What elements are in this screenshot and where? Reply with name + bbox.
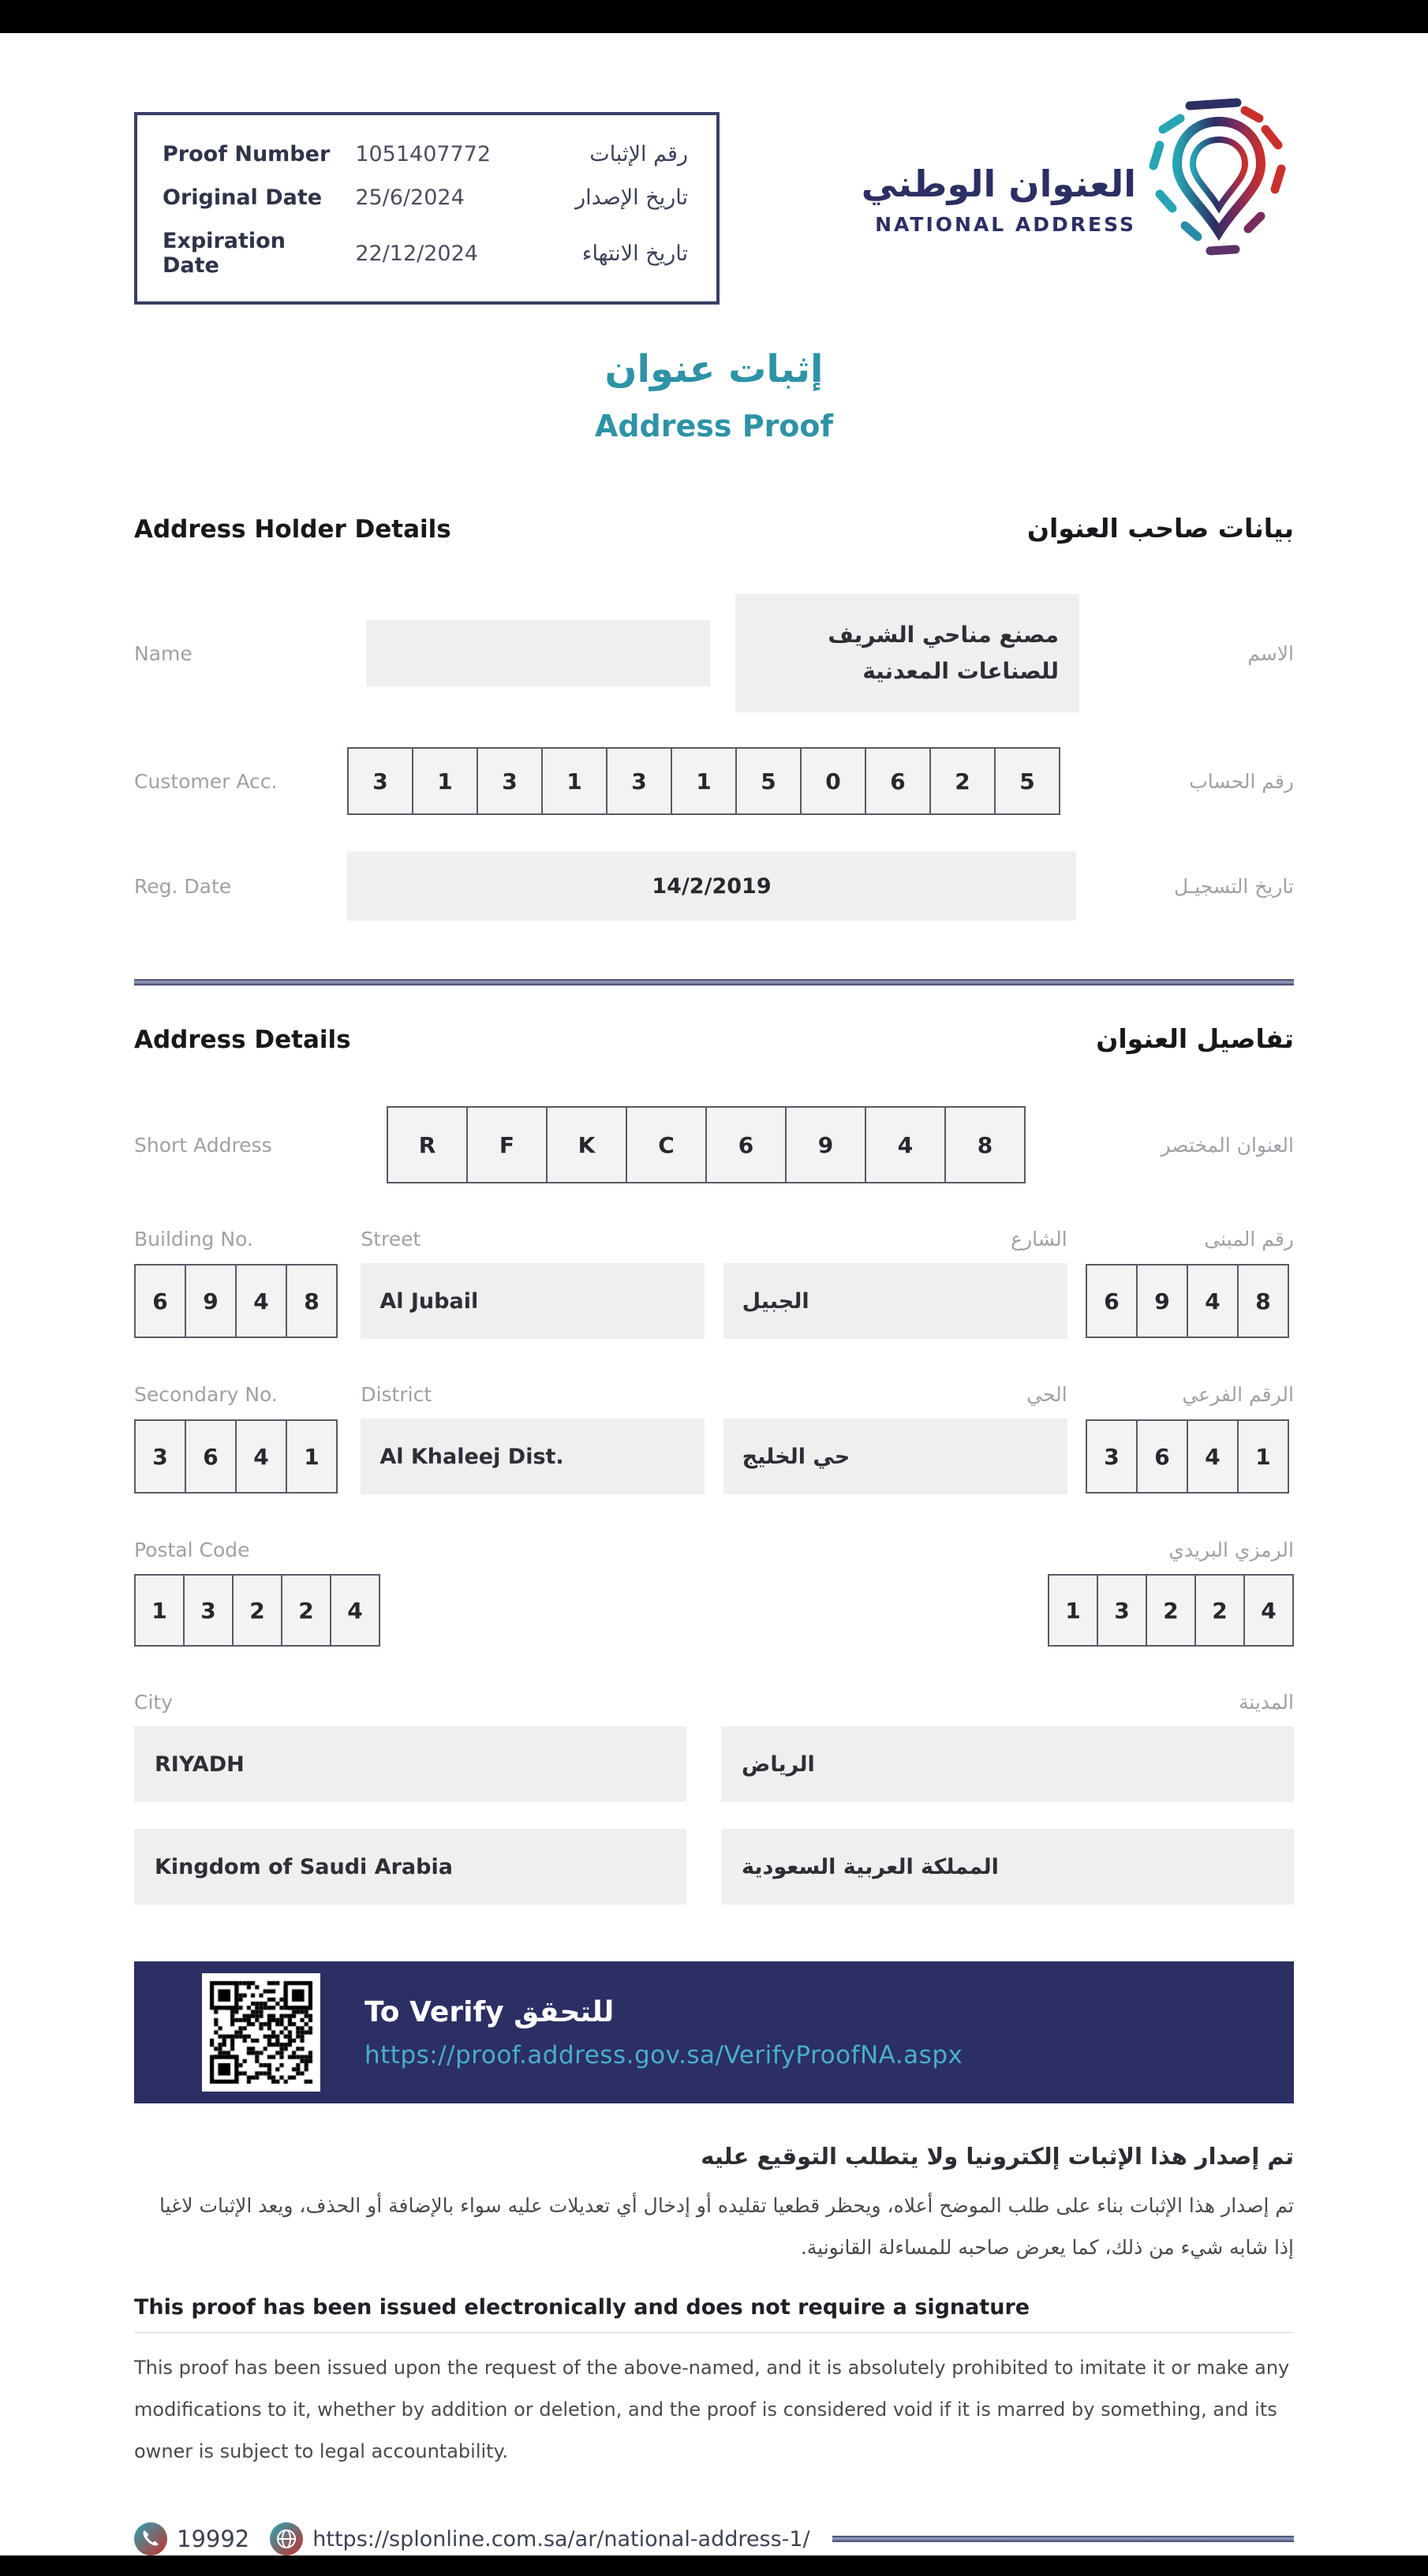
street-field-english: Al Jubail bbox=[361, 1263, 705, 1339]
short-address-label-en: Short Address bbox=[134, 1133, 272, 1157]
digit-cell: 1 bbox=[1237, 1419, 1289, 1494]
district-label-en: District bbox=[361, 1383, 432, 1406]
digit-cell: 3 bbox=[134, 1419, 186, 1494]
digit-cell: 3 bbox=[183, 1574, 234, 1647]
proof-number-label-en: Proof Number bbox=[163, 142, 331, 166]
secondary-district-values bbox=[134, 1419, 1294, 1494]
document-title-english: Address Proof bbox=[594, 409, 834, 443]
digit-cell: 4 bbox=[330, 1574, 380, 1647]
secondary-no-label-ar: الرقم الفرعي bbox=[1182, 1383, 1294, 1406]
customer-account-digits bbox=[347, 747, 1060, 815]
verify-title: To Verify للتحقق bbox=[364, 1995, 615, 2028]
digit-cell: 6 bbox=[1086, 1264, 1138, 1338]
digit-cell: 1 bbox=[134, 1574, 185, 1647]
phone-icon bbox=[134, 2522, 167, 2555]
proof-summary-box bbox=[134, 112, 720, 305]
digit-cell: 5 bbox=[735, 747, 802, 815]
building-no-digits-left bbox=[134, 1264, 342, 1338]
address-proof-document bbox=[0, 33, 1428, 2555]
holder-section-header bbox=[134, 513, 1294, 544]
postal-code-label-en: Postal Code bbox=[134, 1538, 250, 1561]
digit-cell: 3 bbox=[477, 747, 543, 815]
proof-number-label-ar: رقم الإثبات bbox=[589, 142, 688, 166]
building-no-label-en: Building No. bbox=[134, 1228, 253, 1251]
postal-code-label-ar: الرمزي البريدي bbox=[1168, 1538, 1294, 1561]
digit-cell: 4 bbox=[235, 1419, 287, 1494]
address-section-header bbox=[134, 1023, 1294, 1054]
digit-cell: 9 bbox=[785, 1106, 866, 1183]
arabic-disclaimer-heading: تم إصدار هذا الإثبات إلكترونيا ولا يتطلب التوقيع عليه bbox=[701, 2143, 1294, 2170]
secondary-no-label-en: Secondary No. bbox=[134, 1383, 278, 1406]
logo-title-arabic: العنوان الوطني bbox=[861, 162, 1136, 205]
digit-cell: 6 bbox=[185, 1419, 237, 1494]
country-field-english: Kingdom of Saudi Arabia bbox=[134, 1829, 686, 1905]
national-address-logo bbox=[862, 95, 1294, 265]
qr-code bbox=[202, 1973, 320, 2092]
building-street-labels bbox=[134, 1228, 1294, 1251]
customer-acc-label-en: Customer Acc. bbox=[134, 769, 278, 793]
customer-account-row bbox=[134, 747, 1294, 815]
verify-url-link[interactable]: https://proof.address.gov.sa/VerifyProofNA.aspx bbox=[364, 2040, 963, 2069]
address-header-en: Address Details bbox=[134, 1026, 351, 1054]
digit-cell: 5 bbox=[994, 747, 1060, 815]
city-field-arabic: الرياض bbox=[721, 1726, 1294, 1802]
english-disclaimer bbox=[134, 2295, 1294, 2472]
digit-cell: 8 bbox=[944, 1106, 1026, 1183]
city-label-ar: المدينة bbox=[1238, 1691, 1294, 1714]
short-address-row bbox=[134, 1106, 1294, 1183]
name-field-arabic: مصنع مناحي الشريف للصناعات المعدنية bbox=[735, 594, 1079, 712]
document-header bbox=[134, 95, 1294, 305]
district-label-ar: الحي bbox=[1026, 1383, 1067, 1406]
secondary-no-digits-right bbox=[1086, 1419, 1294, 1494]
street-label-en: Street bbox=[361, 1228, 421, 1251]
street-field-arabic: الجبيل bbox=[723, 1263, 1067, 1339]
arabic-disclaimer bbox=[134, 2143, 1294, 2268]
location-pin-icon bbox=[1144, 95, 1294, 265]
digit-cell: 6 bbox=[134, 1264, 186, 1338]
digit-cell: 1 bbox=[412, 747, 478, 815]
document-footer bbox=[134, 2522, 1294, 2555]
original-date-row bbox=[163, 185, 688, 210]
digit-cell: 4 bbox=[1187, 1264, 1239, 1338]
digit-cell: 2 bbox=[929, 747, 996, 815]
secondary-no-digits-left bbox=[134, 1419, 342, 1494]
spl-website-link[interactable]: https://splonline.com.sa/ar/national-address-1/ bbox=[312, 2526, 810, 2552]
secondary-district-labels bbox=[134, 1383, 1294, 1406]
digit-cell: 1 bbox=[671, 747, 737, 815]
digit-cell: 9 bbox=[185, 1264, 237, 1338]
document-title-arabic: إثبات عنوان bbox=[604, 347, 824, 391]
digit-cell: 0 bbox=[800, 747, 866, 815]
digit-cell: 1 bbox=[541, 747, 607, 815]
footer-rule bbox=[832, 2536, 1294, 2542]
digit-cell: 3 bbox=[1086, 1419, 1138, 1494]
verify-banner bbox=[134, 1961, 1294, 2103]
original-date-label-en: Original Date bbox=[163, 185, 323, 210]
customer-acc-label-ar: رقم الحساب bbox=[1189, 769, 1294, 793]
bottom-black-edge bbox=[0, 2555, 1428, 2576]
original-date-label-ar: تاريخ الإصدار bbox=[575, 185, 688, 210]
city-values bbox=[134, 1726, 1294, 1802]
digit-cell: 3 bbox=[1097, 1574, 1147, 1647]
city-labels bbox=[134, 1691, 1294, 1714]
city-label-en: City bbox=[134, 1691, 173, 1714]
name-row bbox=[134, 594, 1294, 712]
postal-code-labels bbox=[134, 1538, 1294, 1561]
digit-cell: 2 bbox=[1194, 1574, 1245, 1647]
building-no-digits-right bbox=[1086, 1264, 1294, 1338]
street-label-ar: الشارع bbox=[1011, 1228, 1067, 1251]
digit-cell: 2 bbox=[1146, 1574, 1196, 1647]
digit-cell: 2 bbox=[281, 1574, 331, 1647]
short-address-cells bbox=[387, 1106, 1026, 1183]
digit-cell: K bbox=[546, 1106, 627, 1183]
name-field-english bbox=[366, 620, 710, 686]
digit-cell: R bbox=[387, 1106, 468, 1183]
address-header-ar: تفاصيل العنوان bbox=[1096, 1023, 1294, 1054]
country-values bbox=[134, 1829, 1294, 1905]
digit-cell: 6 bbox=[865, 747, 931, 815]
document-title bbox=[134, 347, 1294, 443]
digit-cell: 9 bbox=[1136, 1264, 1188, 1338]
support-phone-number: 19992 bbox=[177, 2526, 250, 2553]
digit-cell: C bbox=[626, 1106, 707, 1183]
section-divider bbox=[134, 979, 1294, 985]
digit-cell: 4 bbox=[1187, 1419, 1239, 1494]
digit-cell: 1 bbox=[286, 1419, 338, 1494]
digit-cell: 1 bbox=[1048, 1574, 1098, 1647]
digit-cell: 3 bbox=[347, 747, 413, 815]
district-field-english: Al Khaleej Dist. bbox=[361, 1419, 705, 1494]
digit-cell: 4 bbox=[1243, 1574, 1294, 1647]
digit-cell: 4 bbox=[235, 1264, 287, 1338]
expiration-date-label-ar: تاريخ الانتهاء bbox=[581, 241, 688, 266]
digit-cell: 2 bbox=[232, 1574, 282, 1647]
city-field-english: RIYADH bbox=[134, 1726, 686, 1802]
building-street-values bbox=[134, 1263, 1294, 1339]
country-field-arabic: المملكة العربية السعودية bbox=[721, 1829, 1294, 1905]
digit-cell: 8 bbox=[1237, 1264, 1289, 1338]
postal-code-values bbox=[134, 1574, 1294, 1647]
original-date-value: 25/6/2024 bbox=[355, 185, 465, 210]
postal-code-digits-right bbox=[1048, 1574, 1294, 1647]
expiration-date-row bbox=[163, 229, 688, 278]
digit-cell: 6 bbox=[705, 1106, 787, 1183]
proof-number-row bbox=[163, 142, 688, 166]
holder-header-ar: بيانات صاحب العنوان bbox=[1026, 513, 1294, 544]
postal-code-digits-left bbox=[134, 1574, 380, 1647]
digit-cell: 4 bbox=[865, 1106, 946, 1183]
district-field-arabic: حي الخليج bbox=[723, 1419, 1067, 1494]
top-black-edge bbox=[0, 0, 1428, 33]
reg-date-label-ar: تاريخ التسجيـل bbox=[1173, 874, 1294, 898]
short-address-label-ar: العنوان المختصر bbox=[1161, 1133, 1294, 1157]
arabic-disclaimer-body: تم إصدار هذا الإثبات بناء على طلب الموضح أعلاه، ويحظر قطعيا تقليده أو إدخال أي تعديلات عليه سواء بالإضافة أو الحذف، ويعد الإثبات لاغيا إذا شابه شيء من ذلك، كما يعرض صاحبه للمساءلة القانونية. bbox=[159, 2194, 1294, 2259]
english-disclaimer-body: This proof has been issued upon the request of the above-named, and it is absolutely prohibited to imitate it or make any modifications to it, whether by addition or deletion, and the proof is considered void if it is marred by something, and its owner is subject to legal accountability. bbox=[134, 2357, 1290, 2462]
proof-number-value: 1051407772 bbox=[355, 142, 492, 166]
reg-date-field: 14/2/2019 bbox=[347, 851, 1076, 921]
digit-cell: F bbox=[466, 1106, 548, 1183]
holder-header-en: Address Holder Details bbox=[134, 515, 451, 544]
registration-date-row bbox=[134, 851, 1294, 921]
digit-cell: 6 bbox=[1136, 1419, 1188, 1494]
digit-cell: 3 bbox=[606, 747, 672, 815]
expiration-date-value: 22/12/2024 bbox=[355, 241, 478, 266]
english-disclaimer-heading: This proof has been issued electronically and does not require a signature bbox=[134, 2295, 1294, 2333]
name-label-ar: الاسم bbox=[1247, 641, 1294, 665]
logo-title-english: NATIONAL ADDRESS bbox=[875, 212, 1136, 236]
digit-cell: 8 bbox=[286, 1264, 338, 1338]
name-label-en: Name bbox=[134, 641, 193, 665]
building-no-label-ar: رقم المبنى bbox=[1204, 1228, 1294, 1251]
reg-date-label-en: Reg. Date bbox=[134, 874, 232, 898]
globe-icon bbox=[270, 2522, 303, 2555]
expiration-date-label-en: Expiration Date bbox=[163, 229, 286, 278]
